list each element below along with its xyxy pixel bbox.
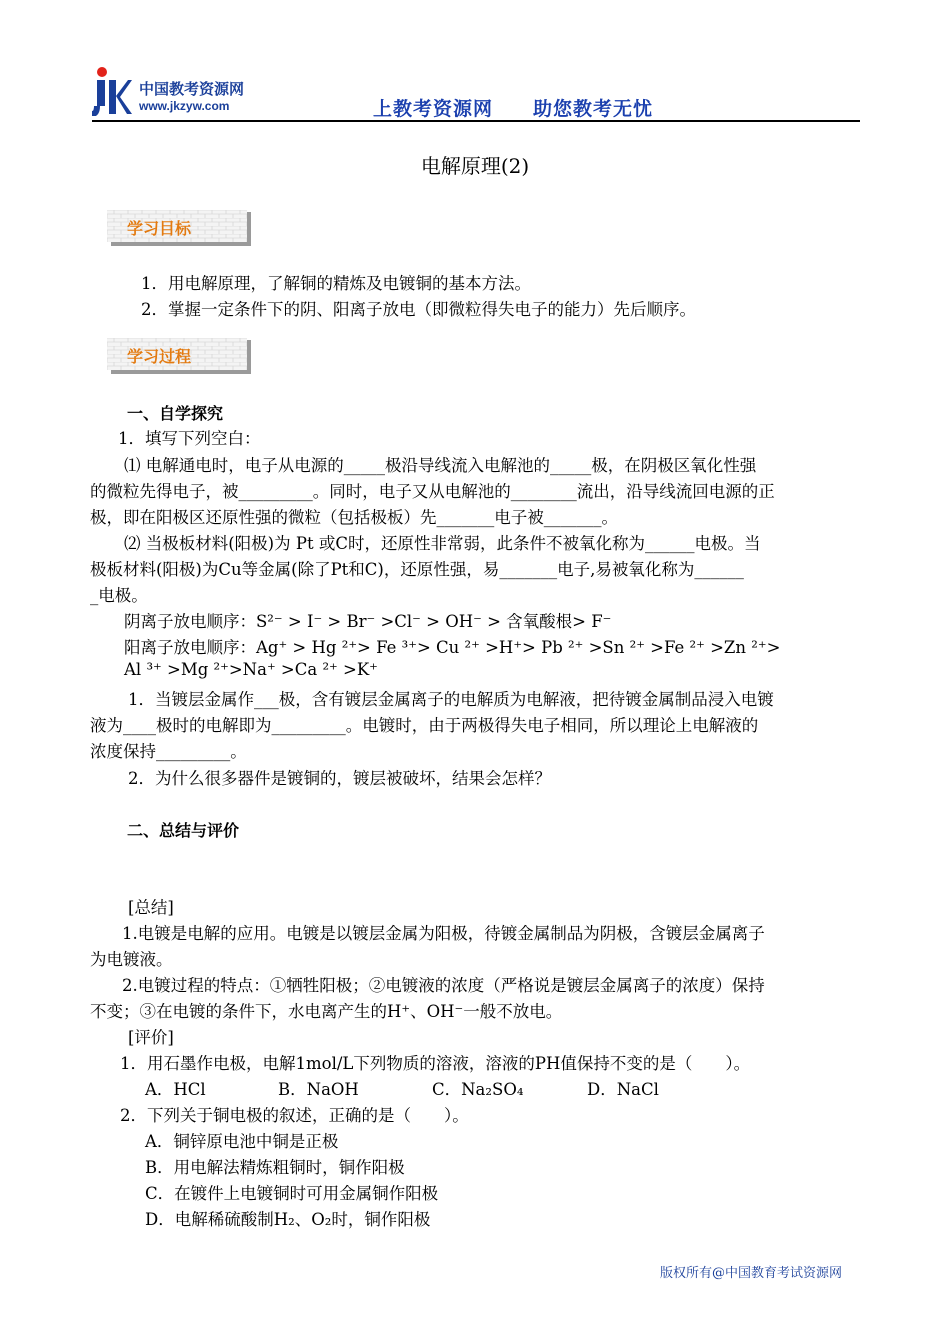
paragraph-3-line-1: 1．当镀层金属作___极，含有镀层金属离子的电解质为电解液，把待镀金属制品浸入电镀 bbox=[128, 690, 774, 709]
question-2: 2．为什么很多器件是镀铜的，镀层被破坏，结果会怎样？ bbox=[128, 769, 551, 788]
paragraph-1-line-3: 极，即在阳极区还原性强的微粒（包括极板）先_______电子被_______。 bbox=[90, 508, 618, 527]
header-slogan: 上教考资源网 助您教考无忧 bbox=[373, 98, 654, 120]
e2-option-a: A．铜锌原电池中铜是正极 bbox=[145, 1132, 339, 1151]
anion-order bbox=[124, 608, 611, 632]
paragraph-1-line-2: 的微粒先得电子，被_________。同时，电子又从电解池的________流出，沿导线流回电源的正 bbox=[90, 482, 775, 501]
anion-order-prefix: 阴离子放电顺序： bbox=[124, 612, 256, 631]
paragraph-2-line-2: 极板材料(阳极)为Cu等金属(除了Pt和C)，还原性强，易_______电子,易被氧化称为______ bbox=[90, 560, 744, 579]
evaluation-question-1: 1．用石墨作电极，电解1mol/L下列物质的溶液，溶液的PH值保持不变的是（ ）。 bbox=[120, 1054, 751, 1073]
paragraph-3-line-2: 液为____极时的电解即为_________。电镀时，由于两极得失电子相同，所以理论上电解液的 bbox=[90, 716, 759, 735]
summary-2-line-1: 2.电镀过程的特点：①牺牲阳极；②电镀液的浓度（严格说是镀层金属离子的浓度）保持 bbox=[122, 976, 765, 995]
section-label-process bbox=[107, 338, 251, 372]
paragraph-2-line-3: _电极。 bbox=[90, 586, 148, 605]
cation-order-line-2: Al ³⁺ >Mg ²⁺>Na⁺ >Ca ²⁺ >K⁺ bbox=[124, 660, 378, 679]
section-label-goals bbox=[107, 210, 251, 244]
e1-option-d: D．NaCl bbox=[587, 1080, 659, 1099]
summary-2-line-2: 不变；③在电镀的条件下，水电离产生的H⁺、OH⁻一般不放电。 bbox=[90, 1002, 563, 1021]
section-label-goals-text: 学习目标 bbox=[127, 219, 192, 238]
e2-option-c: C．在镀件上电镀铜时可用金属铜作阳极 bbox=[145, 1184, 439, 1203]
paragraph-3-line-3: 浓度保持_________。 bbox=[90, 742, 247, 761]
evaluation-label: [评价] bbox=[128, 1028, 174, 1047]
header-divider bbox=[92, 120, 860, 122]
copyright-footer: 版权所有@中国教育考试资源网 bbox=[660, 1266, 843, 1281]
logo-name: 中国教考资源网 bbox=[139, 80, 245, 98]
heading-self-study: 一、自学探究 bbox=[127, 404, 224, 423]
paragraph-1-line-1: ⑴ 电解通电时，电子从电源的_____极沿导线流入电解池的_____极，在阴极区氧化性强 bbox=[124, 456, 757, 475]
e2-option-b: B．用电解法精炼粗铜时，铜作阳极 bbox=[145, 1158, 405, 1177]
cation-order-line-1: 阳离子放电顺序：Ag⁺ > Hg ²⁺> Fe ³⁺> Cu ²⁺ >H⁺> Pb ²⁺ >Sn ²⁺ >Fe ²⁺ >Zn ²⁺> bbox=[124, 638, 781, 657]
section-label-process-text: 学习过程 bbox=[127, 347, 192, 366]
page-title: 电解原理(2) bbox=[420, 154, 530, 178]
heading-summary: 二、总结与评价 bbox=[127, 821, 240, 840]
e1-option-c: C．Na₂SO₄ bbox=[432, 1080, 524, 1099]
jk-logo-icon bbox=[92, 66, 132, 116]
anion-order-list: S²⁻ > I⁻ > Br⁻ >Cl⁻ > OH⁻ > 含氧酸根> F⁻ bbox=[256, 612, 612, 631]
goal-item: 2．掌握一定条件下的阴、阳离子放电（即微粒得失电子的能力）先后顺序。 bbox=[141, 300, 696, 319]
goal-item: 1．用电解原理，了解铜的精炼及电镀铜的基本方法。 bbox=[141, 274, 531, 293]
summary-1-line-2: 为电镀液。 bbox=[90, 950, 173, 969]
summary-label: [总结] bbox=[128, 898, 174, 917]
e1-option-b: B．NaOH bbox=[278, 1080, 359, 1099]
question-1: 1．填写下列空白： bbox=[118, 429, 261, 448]
summary-1-line-1: 1.电镀是电解的应用。电镀是以镀层金属为阳极，待镀金属制品为阴极，含镀层金属离子 bbox=[122, 924, 765, 943]
logo-url[interactable]: www.jkzyw.com bbox=[139, 99, 230, 113]
paragraph-2-line-1: ⑵ 当极板材料(阳极)为 Pt 或C时，还原性非常弱，此条件不被氧化称为______电极。当 bbox=[124, 534, 761, 553]
e1-option-a: A．HCl bbox=[145, 1080, 206, 1099]
e2-option-d: D．电解稀硫酸制H₂、O₂时，铜作阳极 bbox=[145, 1210, 431, 1229]
evaluation-question-2: 2．下列关于铜电极的叙述，正确的是（ ）。 bbox=[120, 1106, 469, 1125]
